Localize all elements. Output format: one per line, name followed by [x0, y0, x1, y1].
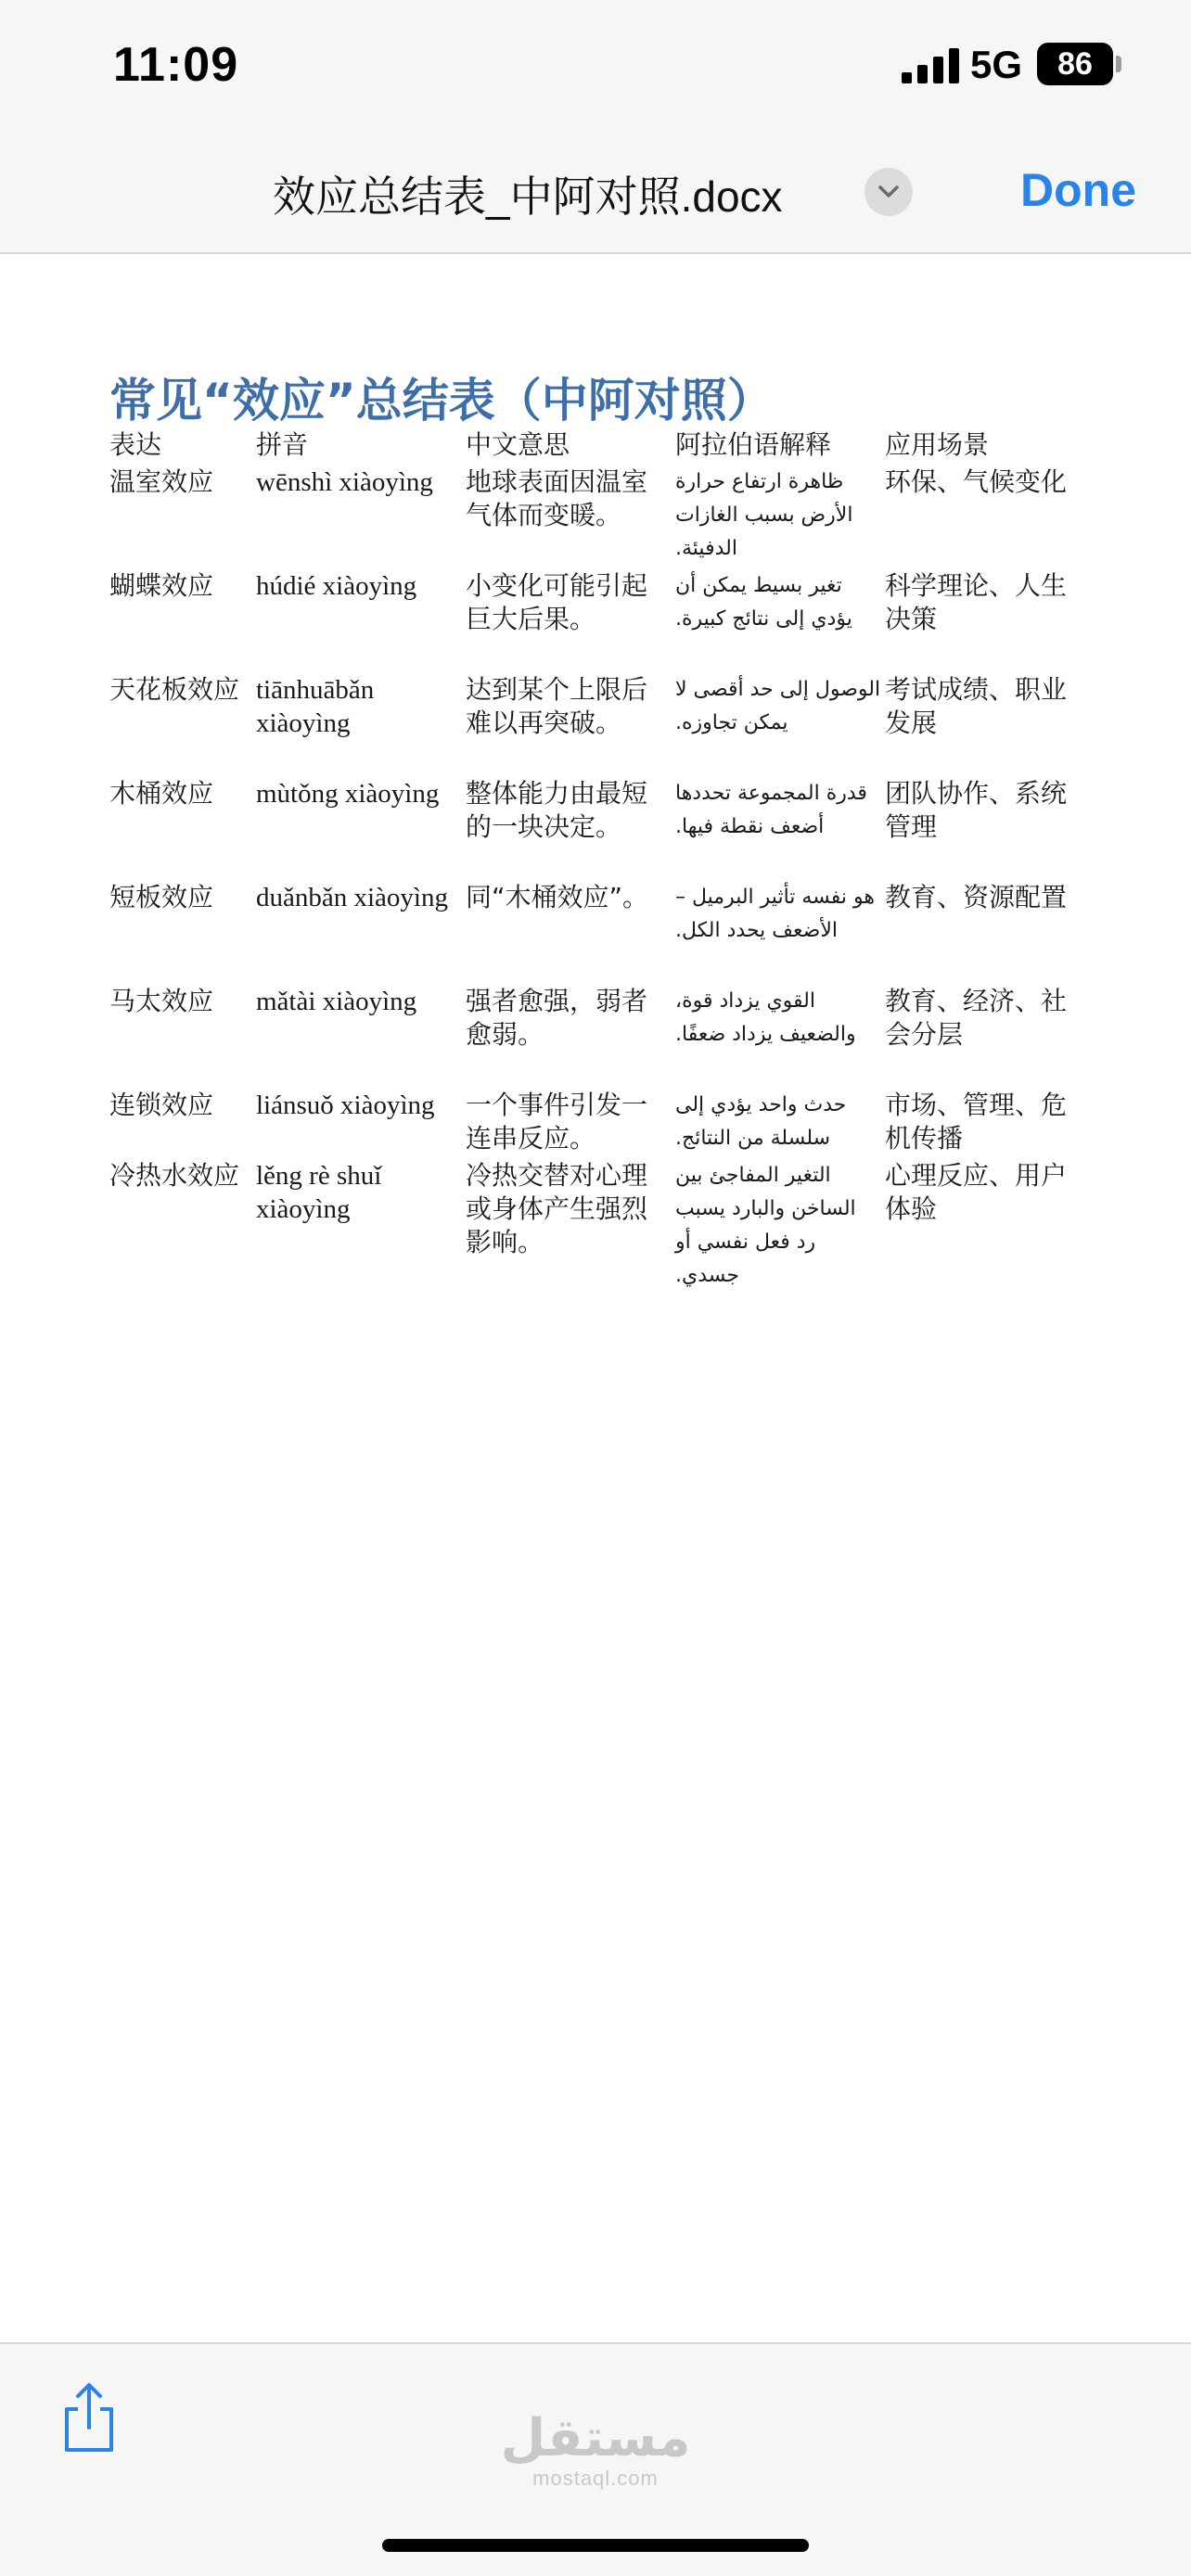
cell-arabic: هو نفسه تأثير البرميل – الأضعف يحدد الكل. [675, 886, 876, 942]
cell-expression: 木桶效应 [109, 778, 214, 809]
cell-usage: 心理反应、用户体验 [885, 1160, 1068, 1224]
column-header-meaning: 中文意思 [466, 429, 570, 460]
cell-meaning: 地球表面因温室气体而变暖。 [466, 466, 648, 530]
cell-pinyin: tiānhuābǎn xiàoyìng [256, 675, 375, 738]
cell-usage: 科学理论、人生决策 [885, 570, 1068, 634]
table-row [109, 881, 1093, 985]
cell-pinyin: duǎnbǎn xiàoyìng [256, 883, 448, 912]
cell-arabic: القوي يزداد قوة، والضعيف يزداد ضعفًا. [675, 989, 856, 1046]
done-button[interactable]: Done [1020, 164, 1136, 216]
cell-expression: 冷热水效应 [109, 1160, 240, 1191]
cell-usage: 考试成绩、职业发展 [885, 674, 1068, 738]
cell-meaning: 整体能力由最短的一块决定。 [466, 778, 648, 842]
table-row [109, 673, 1093, 777]
mostaql-watermark [482, 2408, 709, 2491]
table-row [109, 985, 1093, 1089]
network-type: 5G [970, 43, 1023, 86]
cell-pinyin: wēnshì xiàoyìng [256, 467, 433, 497]
cell-arabic: تغير بسيط يمكن أن يؤدي إلى نتائج كبيرة. [675, 574, 852, 631]
cell-meaning: 冷热交替对心理或身体产生强烈影响。 [466, 1160, 648, 1257]
chevron-down-icon [877, 183, 900, 201]
column-header-arabic: 阿拉伯语解释 [675, 429, 832, 460]
cell-meaning: 小变化可能引起巨大后果。 [466, 570, 648, 634]
document-heading: 常见“效应”总结表（中阿对照） [109, 374, 774, 427]
cell-arabic: ظاهرة ارتفاع حرارة الأرض بسبب الغازات الدفيئة. [675, 470, 853, 560]
status-time: 11:09 [113, 38, 239, 92]
cell-pinyin: lěng rè shuǐ xiàoyìng [256, 1161, 382, 1224]
battery-tip [1116, 56, 1121, 72]
cell-arabic: الوصول إلى حد أقصى لا يمكن تجاوزه. [675, 678, 881, 734]
cell-pinyin: húdié xiàoyìng [256, 571, 417, 601]
battery-icon: 86 [1037, 43, 1113, 85]
cell-expression: 连锁效应 [109, 1090, 214, 1120]
cell-usage: 教育、资源配置 [885, 882, 1068, 912]
home-indicator[interactable] [382, 2539, 809, 2552]
table-row [109, 777, 1093, 881]
cell-meaning: 达到某个上限后难以再突破。 [466, 674, 648, 738]
cell-usage: 团队协作、系统管理 [885, 778, 1068, 842]
column-header-usage: 应用场景 [885, 429, 990, 460]
share-icon[interactable] [59, 2379, 119, 2454]
watermark-arabic: مستقل [500, 2408, 691, 2468]
cell-arabic: حدث واحد يؤدي إلى سلسلة من النتائج. [675, 1093, 847, 1150]
cell-expression: 马太效应 [109, 986, 214, 1016]
document-title[interactable]: 效应总结表_中阿对照.docx [273, 172, 783, 221]
title-menu-button[interactable] [864, 168, 913, 216]
cell-expression: 短板效应 [109, 882, 214, 912]
cell-expression: 蝴蝶效应 [109, 570, 214, 601]
cellular-signal-icon [902, 48, 959, 83]
cell-usage: 市场、管理、危机传播 [885, 1090, 1068, 1154]
cell-usage: 教育、经济、社会分层 [885, 986, 1068, 1050]
cell-expression: 温室效应 [109, 466, 214, 497]
top-navigation-bar [0, 0, 1191, 254]
cell-arabic: التغير المفاجئ بين الساخن والبارد يسبب رد فعل نفسي أو جسدي. [675, 1164, 856, 1287]
table-row [109, 569, 1093, 673]
cell-arabic: قدرة المجموعة تحددها أضعف نقطة فيها. [675, 782, 867, 838]
cell-meaning: 一个事件引发一连串反应。 [466, 1090, 648, 1154]
cell-pinyin: liánsuǒ xiàoyìng [256, 1090, 435, 1120]
table-row [109, 1089, 1093, 1159]
cell-expression: 天花板效应 [109, 674, 240, 705]
column-header-pinyin: 拼音 [256, 429, 309, 460]
cell-pinyin: mǎtài xiàoyìng [256, 987, 417, 1016]
column-header-expression: 表达 [109, 429, 162, 460]
table-row [109, 465, 1093, 569]
watermark-latin: mostaql.com [532, 2467, 659, 2490]
cell-usage: 环保、气候变化 [885, 466, 1068, 497]
table-row [109, 1159, 1093, 1296]
cell-meaning: 强者愈强，弱者愈弱。 [466, 986, 648, 1050]
table-header-row [109, 428, 1093, 465]
cell-pinyin: mùtǒng xiàoyìng [256, 779, 440, 809]
effects-table [109, 428, 1093, 1296]
cell-meaning: 同“木桶效应”。 [466, 882, 649, 912]
